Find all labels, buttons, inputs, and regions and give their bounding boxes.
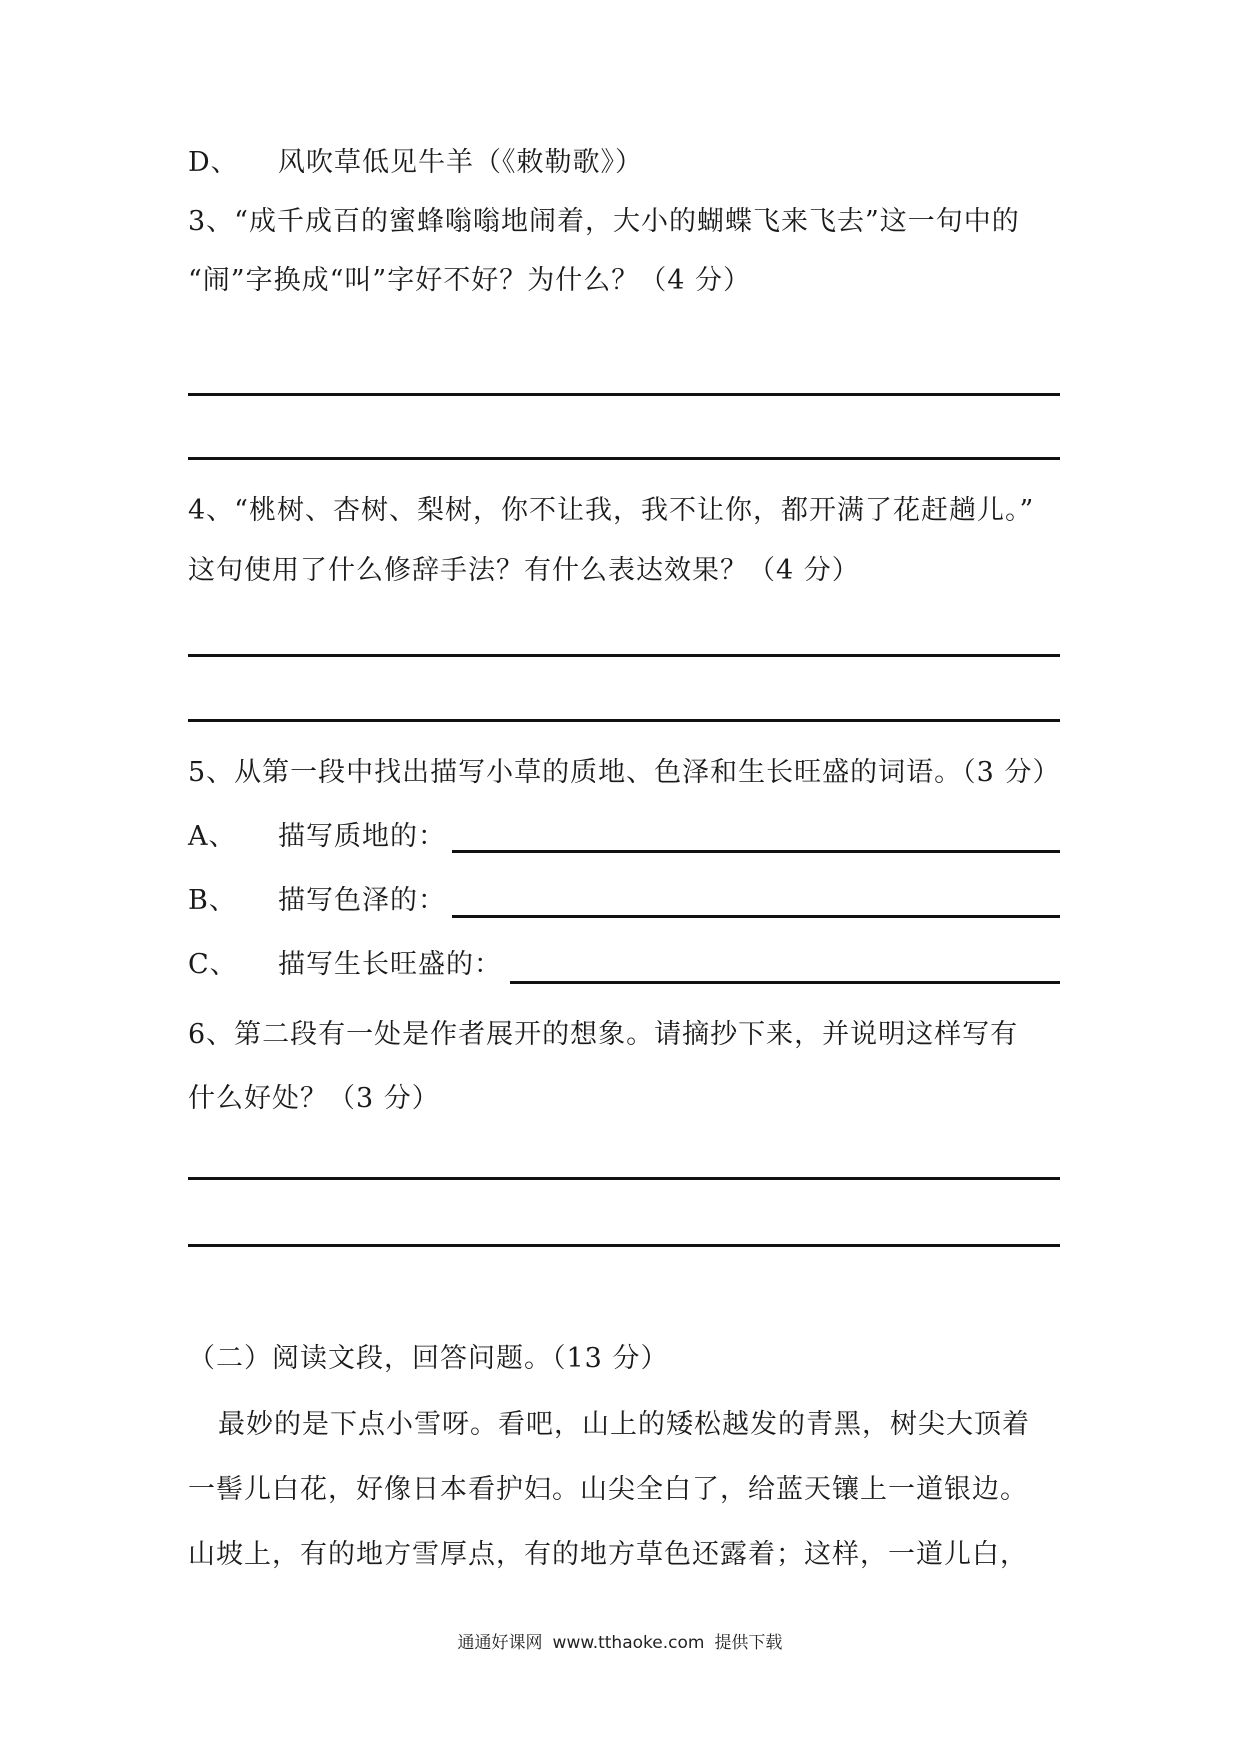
q6-answer-line-2[interactable] — [188, 1244, 1060, 1247]
passage-line-3: 山坡上，有的地方雪厚点，有的地方草色还露着；这样，一道儿白， — [188, 1539, 1028, 1570]
q4-answer-line-1[interactable] — [188, 654, 1060, 657]
q5-a-fill-line[interactable] — [452, 850, 1060, 853]
q4-answer-line-2[interactable] — [188, 719, 1060, 722]
page-footer — [0, 1632, 1240, 1654]
q3-line-1: 3、“成千成百的蜜蜂嗡嗡地闹着，大小的蝴蝶飞来飞去”这一句中的 — [188, 206, 1020, 237]
option-text: 描写质地的： — [278, 821, 446, 852]
q2-option-d — [188, 146, 643, 180]
q6-answer-line-1[interactable] — [188, 1177, 1060, 1180]
option-label: B、 — [188, 885, 237, 916]
q5-option-b — [188, 884, 446, 918]
footer-site-name: 通通好课网 — [457, 1633, 543, 1653]
option-text: 风吹草低见牛羊（《敕勒歌》） — [278, 147, 643, 178]
option-label: D、 — [188, 147, 239, 178]
q6-line-1: 6、第二段有一处是作者展开的想象。请摘抄下来，并说明这样写有 — [188, 1019, 1019, 1050]
q3-line-2: “闹”字换成“叫”字好不好？为什么？（4 分） — [188, 265, 751, 296]
option-label: C、 — [188, 949, 238, 980]
passage-line-2: 一髻儿白花，好像日本看护妇。山尖全白了，给蓝天镶上一道银边。 — [188, 1474, 1028, 1505]
q4-line-2: 这句使用了什么修辞手法？有什么表达效果？（4 分） — [188, 555, 860, 586]
q6-line-2: 什么好处？（3 分） — [188, 1083, 440, 1114]
option-label: A、 — [188, 821, 237, 852]
footer-suffix: 提供下载 — [714, 1633, 783, 1653]
option-text: 描写色泽的： — [278, 885, 446, 916]
q3-answer-line-2[interactable] — [188, 457, 1060, 460]
q5-option-a — [188, 820, 446, 854]
q5-c-fill-line[interactable] — [510, 981, 1060, 984]
section-2-heading: （二）阅读文段，回答问题。（13 分） — [188, 1343, 669, 1374]
option-text: 描写生长旺盛的： — [278, 949, 502, 980]
passage-line-1: 最妙的是下点小雪呀。看吧，山上的矮松越发的青黑，树尖大顶着 — [218, 1409, 1030, 1440]
q4-line-1: 4、“桃树、杏树、梨树，你不让我，我不让你，都开满了花赶趟儿。” — [188, 495, 1035, 526]
q5-line-1: 5、从第一段中找出描写小草的质地、色泽和生长旺盛的词语。（3 分） — [188, 757, 1061, 788]
q5-option-c — [188, 948, 502, 982]
footer-url[interactable]: www.tthaoke.com — [552, 1633, 705, 1653]
q5-b-fill-line[interactable] — [452, 915, 1060, 918]
q3-answer-line-1[interactable] — [188, 393, 1060, 396]
